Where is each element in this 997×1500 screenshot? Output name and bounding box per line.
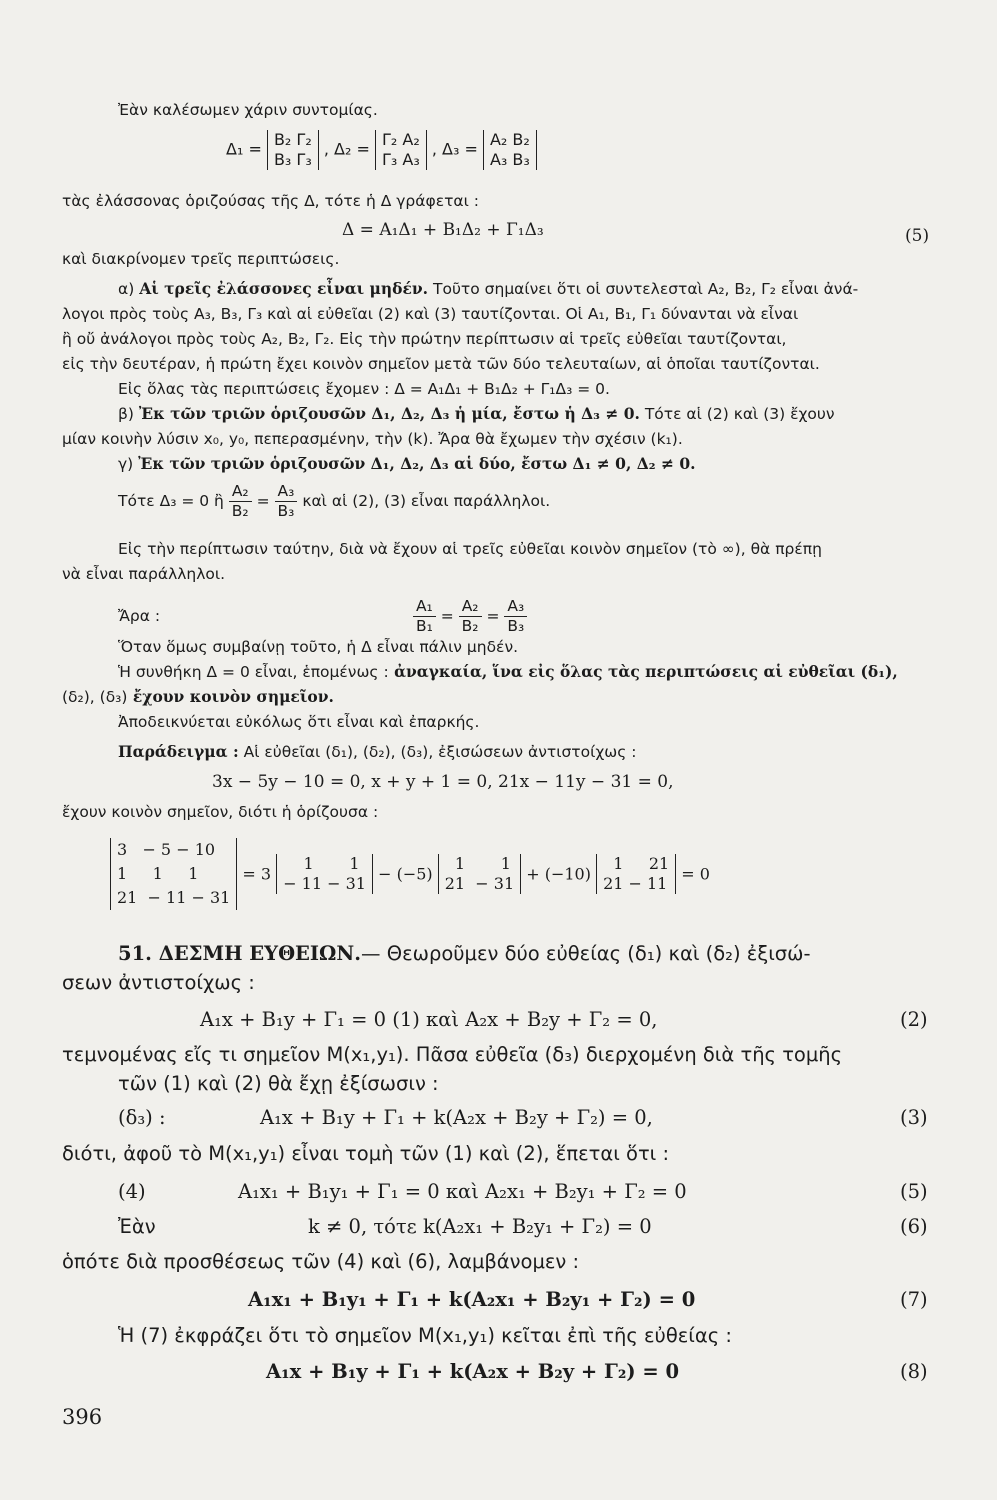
case-a-line1: α) Αἱ τρεῖς ἐλάσσονες εἶναι μηδέν. Τοῦτο σημαίνει ὅτι οἱ συντελεσταὶ A₂, B₂, Γ₂ εἶναι ἀνά-: [118, 279, 859, 298]
equation-4-label: (4): [118, 1180, 146, 1203]
delta2-matrix: Γ₂ A₂ Γ₃ A₃: [375, 130, 427, 170]
minor-1: 1 1 − 11 − 31: [276, 854, 373, 894]
section-title: 51. ΔΕΣΜΗ ΕΥΘΕΙΩΝ.: [118, 942, 362, 965]
equation-5-number: (5): [905, 226, 930, 246]
case-c-line4: νὰ εἶναι παράλληλοι.: [62, 565, 226, 583]
equation-4-number: (5): [900, 1180, 928, 1203]
equation-8: A₁x + B₁y + Γ₁ + k(A₂x + B₂y + Γ₂) = 0: [266, 1360, 680, 1383]
minors-text: τὰς ἐλάσσονας ὁριζούσας τῆς Δ, τότε ἡ Δ γράφεται :: [62, 192, 480, 210]
example-line: Παράδειγμα : Αἱ εὐθεῖαι (δ₁), (δ₂), (δ₃), ἐξισώσεων ἀντιστοίχως :: [118, 742, 637, 761]
case-c-line6: Ὅταν ὅμως συμβαίνῃ τοῦτο, ἡ Δ εἶναι πάλιν μηδέν.: [118, 638, 519, 656]
cases-intro: καὶ διακρίνομεν τρεῖς περιπτώσεις.: [62, 250, 340, 268]
delta3-matrix: A₂ B₂ A₃ B₃: [483, 130, 537, 170]
case-b-line1: β) Ἐκ τῶν τριῶν ὁριζουσῶν Δ₁, Δ₂, Δ₃ ἡ μία, ἔστω ἡ Δ₃ ≠ 0. Τότε αἱ (2) καὶ (3) ἔχουν: [118, 404, 835, 423]
equation-7: A₁x₁ + B₁y₁ + Γ₁ + k(A₂x₁ + B₂y₁ + Γ₂) = 0: [248, 1288, 696, 1311]
equation-6: k ≠ 0, τότε k(A₂x₁ + B₂y₁ + Γ₂) = 0: [308, 1215, 652, 1238]
section-line2: σεων ἀντιστοίχως :: [62, 971, 255, 994]
section-51-heading: 51. ΔΕΣΜΗ ΕΥΘΕΙΩΝ.— Θεωροῦμεν δύο εὐθείας (δ₁) καὶ (δ₂) ἐξισώ-: [118, 942, 811, 965]
case-c-line3: Εἰς τὴν περίπτωσιν ταύτην, διὰ νὰ ἔχουν αἱ τρεῖς εὐθεῖαι κοινὸν σημεῖον (τὸ ∞), θὰ πρέπῃ: [118, 540, 822, 558]
page-number: 396: [62, 1405, 103, 1429]
minor-2: 1 1 21 − 31: [438, 854, 521, 894]
case-a-line4: εἰς τὴν δευτέραν, ἡ πρώτη ἔχει κοινὸν σημεῖον μετὰ τῶν δύο τελευταίων, αἱ ὁποῖαι ταυτίζονται.: [62, 355, 820, 373]
minor-determinants: [226, 130, 537, 170]
equation-3: A₁x + B₁y + Γ₁ + k(A₂x + B₂y + Γ₂) = 0,: [260, 1106, 653, 1129]
equation-7-number: (7): [900, 1288, 928, 1311]
conclusion-line2: (δ₂), (δ₃) ἔχουν κοινὸν σημεῖον.: [62, 687, 334, 706]
equation-2-number: (2): [900, 1008, 928, 1031]
fraction-a3-b3: $\frac{\text{A₃}}{\text{B₃}}$: [275, 482, 298, 520]
example-equations: 3x − 5y − 10 = 0, x + y + 1 = 0, 21x − 11y − 31 = 0,: [212, 772, 674, 792]
section-line3: τεμνομένας εἴς τι σημεῖον M(x₁,y₁). Πᾶσα εὐθεῖα (δ₃) διερχομένη διὰ τῆς τομῆς: [62, 1043, 843, 1066]
big-determinant: 3 − 5 − 10 1 1 1 21 − 11 − 31: [110, 838, 237, 910]
conclusion-line3: Ἀποδεικνύεται εὐκόλως ὅτι εἶναι καὶ ἐπαρκής.: [118, 713, 480, 731]
conclusion-line1: Ἡ συνθήκη Δ = 0 εἶναι, ἑπομένως : ἀναγκαία, ἵνα εἰς ὅλας τὰς περιπτώσεις αἱ εὐθεῖαι (δ₁),: [118, 662, 898, 681]
case-a-line5: Εἰς ὅλας τὰς περιπτώσεις ἔχομεν : Δ = A₁Δ₁ + B₁Δ₂ + Γ₁Δ₃ = 0.: [118, 380, 610, 398]
fraction-a2-b2: $\frac{\text{A₂}}{\text{B₂}}$: [229, 482, 252, 520]
case-c-ratio-line: Τότε Δ₃ = 0 ἢ $\frac{\text{A₂}}{\text{B₂}}$ = $\frac{\text{A₃}}{\text{B₃}}$ καὶ αἱ (2), (3) εἶναι παράλληλοι.: [118, 482, 551, 520]
equation-8-number: (8): [900, 1360, 928, 1383]
delta2-label: , Δ₂ =: [323, 139, 370, 159]
minor-3: 1 21 21 − 11: [596, 854, 676, 894]
case-a-line3: ἢ οὔ ἀνάλογοι πρὸς τοὺς A₂, B₂, Γ₂. Εἰς τὴν πρώτην περίπτωσιν αἱ τρεῖς εὐθεῖαι ταυτίζονται,: [62, 330, 787, 348]
case-a-line2: λογοι πρὸς τοὺς A₃, B₃, Γ₃ καὶ αἱ εὐθεῖαι (2) καὶ (3) ταυτίζονται. Οἱ A₁, B₁, Γ₁ δύνανται νὰ εἶναι: [62, 305, 799, 323]
delta1-matrix: B₂ Γ₂ B₃ Γ₃: [267, 130, 319, 170]
section-line7: Ἡ (7) ἐκφράζει ὅτι τὸ σημεῖον M(x₁,y₁) κεῖται ἐπὶ τῆς εὐθείας :: [118, 1324, 732, 1347]
case-c-line1: γ) Ἐκ τῶν τριῶν ὁριζουσῶν Δ₁, Δ₂, Δ₃ αἱ δύο, ἔστω Δ₁ ≠ 0, Δ₂ ≠ 0.: [118, 454, 696, 473]
intro-text: Ἐὰν καλέσωμεν χάριν συντομίας.: [118, 101, 378, 119]
section-line5: διότι, ἀφοῦ τὸ M(x₁,y₁) εἶναι τομὴ τῶν (1) καὶ (2), ἕπεται ὅτι :: [62, 1142, 670, 1165]
equation-3-number: (3): [900, 1106, 928, 1129]
delta3-label: , Δ₃ =: [431, 139, 478, 159]
case-b-line2: μίαν κοινὴν λύσιν x₀, y₀, πεπερασμένην, τὴν (k). Ἄρα θὰ ἔχωμεν τὴν σχέσιν (k₁).: [62, 430, 683, 448]
equation-6-number: (6): [900, 1215, 928, 1238]
equation-4: A₁x₁ + B₁y₁ + Γ₁ = 0 καὶ A₂x₁ + B₂y₁ + Γ₂ = 0: [238, 1180, 687, 1203]
equations-1-2: A₁x + B₁y + Γ₁ = 0 (1) καὶ A₂x + B₂y + Γ₂ = 0,: [200, 1008, 658, 1031]
ratio-equality: Ἄρα : $\frac{\text{A₁}}{\text{B₁}}$ = $\frac{\text{A₂}}{\text{B₂}}$ = $\frac{\text{A₃}}{\text{B₃}}$: [118, 597, 527, 635]
section-line4: τῶν (1) καὶ (2) θὰ ἔχῃ ἐξίσωσιν :: [118, 1072, 439, 1095]
ean-label: Ἐὰν: [118, 1215, 156, 1238]
delta1-label: Δ₁ =: [226, 139, 262, 159]
example-common-point: ἔχουν κοινὸν σημεῖον, διότι ἡ ὁρίζουσα :: [62, 803, 379, 821]
section-line6: ὁπότε διὰ προσθέσεως τῶν (4) καὶ (6), λαμβάνομεν :: [62, 1250, 580, 1273]
equation-5: Δ = A₁Δ₁ + B₁Δ₂ + Γ₁Δ₃: [342, 220, 544, 240]
example-determinant: 3 − 5 − 10 1 1 1 21 − 11 − 31 = 3 1 1 − 11 − 31 − (−5) 1 1 21 − 31 + (−10) 1 21 21 − 11 = 0: [110, 838, 710, 910]
equation-3-label: (δ₃) :: [118, 1106, 166, 1129]
